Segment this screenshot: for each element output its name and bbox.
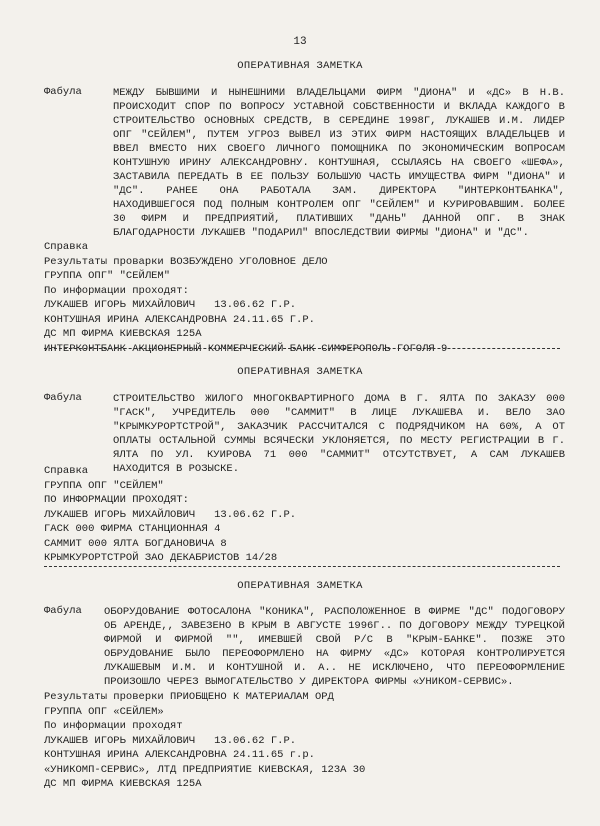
fabula-line: "ГАСК", УЧРЕДИТЕЛЬ 000 "САММИТ" В ЛИЦЕ ЛУКАШЕВА И. ВЕЛО ЗАО xyxy=(113,407,565,419)
fabula-line: МЕЖДУ БЫВШИМИ И НЫНЕШНИМИ ВЛАДЕЛЬЦАМИ ФИРМ "ДИОНА" И «ДС» В Н.В. xyxy=(113,87,565,99)
info-line: ЛУКАШЕВ ИГОРЬ МИХАЙЛОВИЧ 13.06.62 Г.Р. xyxy=(44,299,297,311)
info-line: Справка xyxy=(44,241,89,253)
info-line: ЛУКАШЕВ ИГОРЬ МИХАЙЛОВИЧ 13.06.62 Г.Р. xyxy=(44,734,297,747)
fabula-line: 30 ФИРМ И ПРЕДПРИЯТИЙ, ПЛАТИВШИХ "ДАНЬ" ДАННОЙ ОПГ. В ЗНАК xyxy=(113,213,565,225)
fabula-line: ЯЛТА ПО УЛ. КУИРОВА 71 000 "САММИТ" ОТСУТСТВУЕТ, А САМ ЛУКАШЕВ xyxy=(113,449,565,461)
fabula-line: ЗАСТАВИЛА ПЕРЕДАТЬ В ЕЕ ПОЛЬЗУ БОЛЬШУЮ ЧАСТЬ ИМУЩЕСТВА ФИРМ "ДИОНА" И xyxy=(113,171,565,183)
section-3-info xyxy=(44,690,365,792)
section-2-info xyxy=(44,464,296,566)
info-line: Результаты проверки ПРИОБЩЕНО К МАТЕРИАЛАМ ОРД xyxy=(44,691,334,703)
section-1-title: ОПЕРАТИВНАЯ ЗАМЕТКА xyxy=(237,60,363,72)
section-1-info xyxy=(44,240,447,356)
fabula-line: НАХОДИВШЕГОСЯ ПОД ПОЛНЫМ КОНТРОЛЕМ ОПГ "СЕЙЛЕМ" И КУРИРОВАВШИМ. БОЛЕЕ xyxy=(113,199,565,211)
fabula-line: БЛАГОДАРНОСТИ ЛУКАШЕВ "ПОДАРИЛ" ВПОСЛЕДСТВИИ ФИРМЫ "ДИОНА" И "ДС". xyxy=(113,227,529,239)
info-line: ПО ИНФОРМАЦИИ ПРОХОДЯТ: xyxy=(44,494,189,506)
section-2-fabula-label: Фабула xyxy=(44,392,82,404)
info-line: ГАСК 000 ФИРМА СТАНЦИОННАЯ 4 xyxy=(44,523,221,535)
section-1-fabula-label: Фабула xyxy=(44,86,82,98)
fabula-line: КОНТУШНУЮ ИРИНУ АЛЕКСАНДРОВНУ. КОНТУШНАЯ, ССЫЛАЯСЬ НА СВОЕГО «ШЕФА», xyxy=(113,157,565,169)
info-line: «УНИКОМП-СЕРВИС», ЛТД ПРЕДПРИЯТИЕ КИЕВСКАЯ, 123А 30 xyxy=(44,763,366,776)
info-line: Справка xyxy=(44,465,89,477)
info-line: ДС МП ФИРМА КИЕВСКАЯ 125А xyxy=(44,328,202,340)
fabula-line: "КРЫМКУРОРТСТРОЙ", ЗАКАЗЧИК РАССЧИТАЛСЯ С ПОДРЯДЧИКОМ НА 60%, А ОТ xyxy=(113,421,565,433)
fabula-line: ПРОИСХОДИТ СПОР ПО ВОПРОСУ УСТАВНОЙ СОБСТВЕННОСТИ И ВКЛАДА КАЖДОГО В xyxy=(113,101,565,113)
info-line: Результаты проварки ВОЗБУЖДЕНО УГОЛОВНОЕ ДЕЛО xyxy=(44,255,328,268)
section-1-fabula-text xyxy=(113,86,565,240)
section-3-title: ОПЕРАТИВНАЯ ЗАМЕТКА xyxy=(237,580,363,592)
fabula-line: "ДС". РАНЕЕ ОНА РАБОТАЛА ЗАМ. ДИРЕКТОРА "ИНТЕРКОНТБАНКА", xyxy=(113,185,565,197)
section-divider xyxy=(44,566,560,567)
info-line: По информации проходят xyxy=(44,720,183,732)
section-3-fabula-label: Фабула xyxy=(44,605,82,617)
info-line: ИНТЕРКОНТБАНК АКЦИОНЕРНЫЙ КОММЕРЧЕСКИЙ БАНК СИМФЕРОПОЛЬ ГОГОЛЯ 9 xyxy=(44,342,448,355)
info-line: КРЫМКУРОРТСТРОЙ ЗАО ДЕКАБРИСТОВ 14/28 xyxy=(44,552,278,564)
fabula-line: ПРОИЗОШЛО ЧЕРЕЗ ВЫМОГАТЕЛЬСТВО У ДИРЕКТОРА ФИРМЫ «УНИКОМ-СЕРВИС». xyxy=(104,676,514,688)
info-line: ГРУППА ОПГ "СЕЙЛЕМ" xyxy=(44,479,164,492)
fabula-line: СТРОИТЕЛЬСТВО ЖИЛОГО МНОГОКВАРТИРНОГО ДОМА В Г. ЯЛТА ПО ЗАКАЗУ 000 xyxy=(113,393,565,405)
info-line: САММИТ 000 ЯЛТА БОГДАНОВИЧА 8 xyxy=(44,537,227,550)
info-line: По информации проходят: xyxy=(44,284,189,297)
fabula-line: ВВЕЛ ВМЕСТО НИХ СВОЕГО ЛИЧНОГО ПОМОЩНИКА ПО ЭКОНОМИЧЕСКИМ ВОПРОСАМ xyxy=(113,143,565,155)
fabula-line: ЛУКАШЕВЫМ И.М. И КОНТУШНОЙ И. А.. НЕ ИСКЛЮЧЕНО, ЧТО ПЕРЕОФОРМЛЕНИЕ xyxy=(104,662,565,674)
fabula-line: ОБРУДОВАНИЕ БЫЛО ПЕРЕОФОРМЛЕНО НА ФИРМУ «ДС» КОТОРАЯ КОНТРОЛИРУЕТСЯ xyxy=(104,648,565,660)
info-line: ГРУППА ОПГ «СЕЙЛЕМ» xyxy=(44,705,164,718)
fabula-line: ОБОРУДОВАНИЕ ФОТОСАЛОНА "КОНИКА", РАСПОЛОЖЕННОЕ В ФИРМЕ "ДС" ПОДОГОВОРУ xyxy=(104,606,565,618)
section-2-title: ОПЕРАТИВНАЯ ЗАМЕТКА xyxy=(237,366,363,378)
fabula-line: ОБ АРЕНДЕ,, ЗАВЕЗЕНО В КРЫМ В АВГУСТЕ 1996Г.. ПО ДОГОВОРУ МЕЖДУ ТУРЕЦКОЙ xyxy=(104,620,565,632)
info-line: КОНТУШНАЯ ИРИНА АЛЕКСАНДРОВНА 24.11.65 Г.Р. xyxy=(44,313,315,326)
fabula-line: ОПЛАТЫ ОСТАЛЬНОЙ СУММЫ ВСЯЧЕСКИ УКЛОНЯЕТСЯ, ПО МЕСТУ РЕГИСТРАЦИИ В Г. xyxy=(113,435,565,447)
info-line: КОНТУШНАЯ ИРИНА АЛЕКСАНДРОВНА 24.11.65 г.р. xyxy=(44,749,315,761)
info-line: ЛУКАШЕВ ИГОРЬ МИХАЙЛОВИЧ 13.06.62 Г.Р. xyxy=(44,508,297,521)
section-3-fabula-text xyxy=(104,605,565,689)
fabula-line: СТРОИТЕЛЬСТВО ОСНОВНЫХ СРЕДСТВ, В СЕРЕДИНЕ 1998Г, ЛУКАШЕВ И.М. ЛИДЕР xyxy=(113,115,565,127)
info-line: ГРУППА ОПГ" "СЕЙЛЕМ" xyxy=(44,270,171,282)
fabula-line: ОПГ "СЕЙЛЕМ", ПУТЕМ УГРОЗ ВЫВЕЛ ИЗ ЭТИХ ФИРМ НАСТОЯЩИХ ВЛАДЕЛЬЦЕВ И xyxy=(113,129,565,141)
page-number: 13 xyxy=(293,36,307,48)
section-divider xyxy=(44,348,560,349)
fabula-line: НАХОДИТСЯ В РОЗЫСКЕ. xyxy=(113,463,240,475)
info-line: ДС МП ФИРМА КИЕВСКАЯ 125А xyxy=(44,778,202,790)
fabula-line: ФИРМОЙ И ФИРМОЙ "", ИМЕВШЕЙ СВОЙ Р/С В "КРЫМ-БАНКЕ". ПОЗЖЕ ЭТО xyxy=(104,634,565,646)
